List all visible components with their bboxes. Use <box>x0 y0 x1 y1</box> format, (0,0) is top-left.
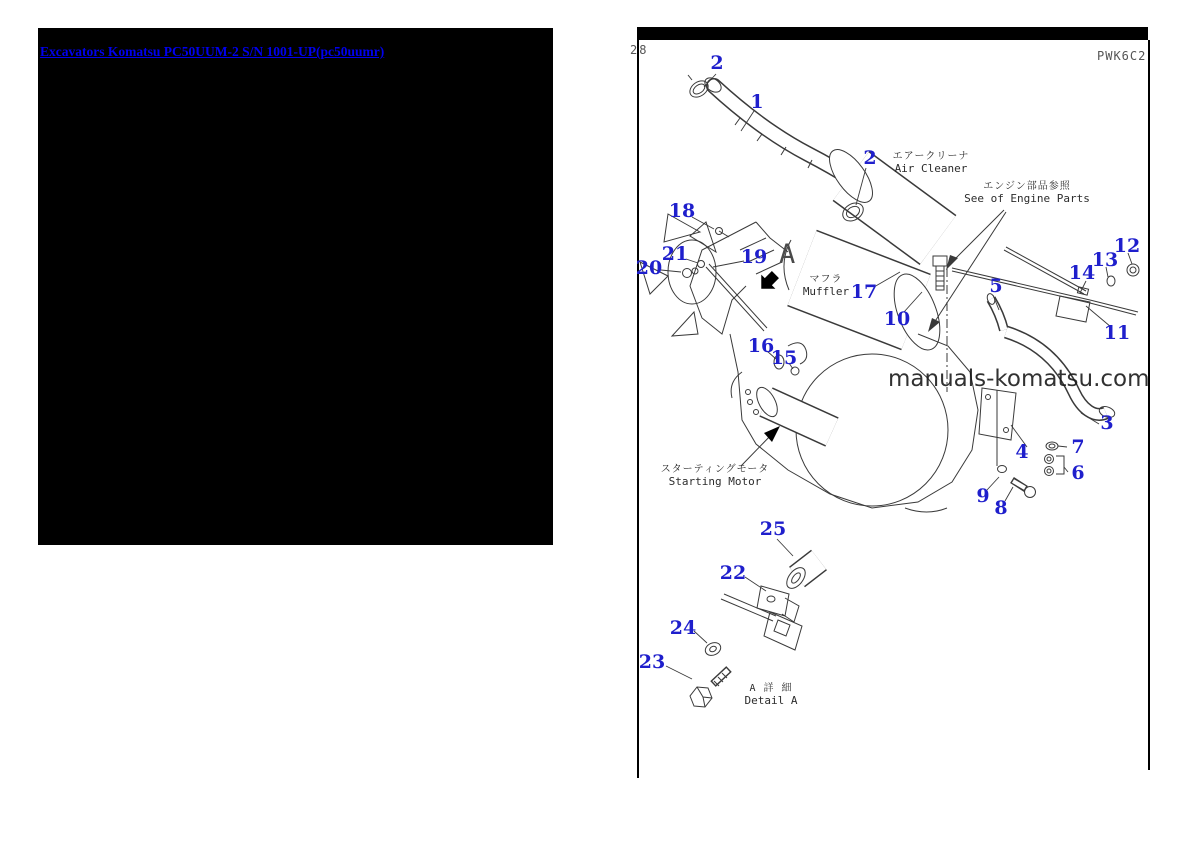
callout-21: 21 <box>661 243 689 265</box>
callout-13: 13 <box>1091 249 1119 271</box>
diagram-right-border <box>1148 40 1150 770</box>
callout-18: 18 <box>668 200 696 222</box>
callout-8: 8 <box>994 497 1008 519</box>
callout-2: 2 <box>710 52 724 74</box>
callout-10: 10 <box>883 308 911 330</box>
label-starting-motor-en: Starting Motor <box>668 474 762 488</box>
callout-19: 19 <box>740 246 768 268</box>
callout-17: 17 <box>850 281 878 303</box>
callout-2: 2 <box>863 147 877 169</box>
callout-20: 20 <box>635 257 663 279</box>
callout-12: 12 <box>1113 235 1141 257</box>
label-starting-motor-jp: スターティングモータ <box>660 464 770 475</box>
callout-6: 6 <box>1071 462 1085 484</box>
callout-5: 5 <box>989 275 1003 297</box>
label-muffler-en: Muffler <box>802 284 850 298</box>
callout-11: 11 <box>1103 322 1131 344</box>
label-air-cleaner-jp: エアークリーナ <box>892 151 970 162</box>
label-detail-a-jp: A 詳 細 <box>749 683 793 694</box>
label-air-cleaner-en: Air Cleaner <box>894 161 968 175</box>
drawing-code: PWK6C2 <box>1097 49 1147 63</box>
label-see-engine-parts-en: See of Engine Parts <box>964 191 1090 205</box>
label-muffler-jp: マフラ <box>809 274 843 285</box>
model-link[interactable]: Excavators Komatsu PC50UUM-2 S/N 1001-UP(pc50uumr) <box>40 44 385 59</box>
callout-7: 7 <box>1071 436 1085 458</box>
callout-23: 23 <box>638 651 666 673</box>
callout-4: 4 <box>1015 441 1029 463</box>
callout-25: 25 <box>759 518 787 540</box>
callout-14: 14 <box>1068 262 1096 284</box>
label-detail-a <box>728 683 814 707</box>
callout-16: 16 <box>747 335 775 357</box>
label-see-engine-parts-jp: エンジン部品参照 <box>983 181 1071 192</box>
label-air-cleaner <box>876 151 986 175</box>
label-see-engine-parts <box>948 181 1106 205</box>
callout-15: 15 <box>770 347 798 369</box>
callout-3: 3 <box>1100 412 1114 434</box>
watermark: manuals-komatsu.com <box>888 366 1150 392</box>
callout-24: 24 <box>669 617 697 639</box>
label-detail-a-en: Detail A <box>744 693 798 707</box>
diagram-top-bar <box>637 27 1148 40</box>
callout-1: 1 <box>750 91 764 113</box>
callout-9: 9 <box>976 485 990 507</box>
label-starting-motor <box>660 464 770 488</box>
callout-22: 22 <box>719 562 747 584</box>
detail-a-marker: A <box>779 239 796 270</box>
page-number: 28 <box>630 43 649 57</box>
